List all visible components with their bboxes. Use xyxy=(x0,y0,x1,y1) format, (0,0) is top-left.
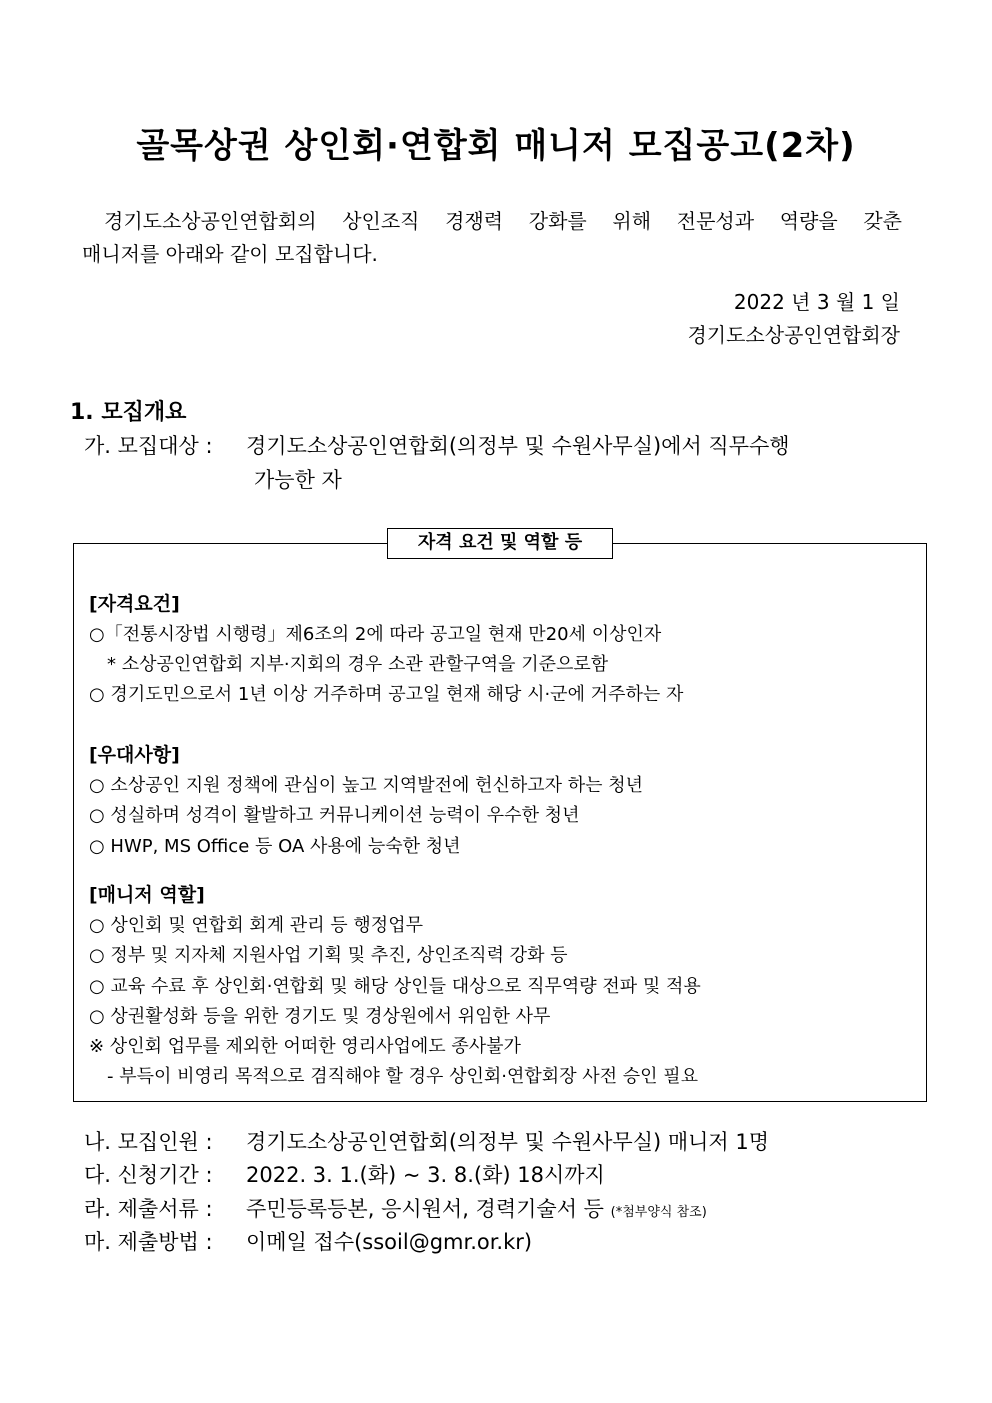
overview-item-headcount xyxy=(84,1126,769,1158)
page-title: 골목상권 상인회·연합회 매니저 모집공고(2차) xyxy=(136,126,856,166)
requirements-box-label: 자격 요건 및 역할 등 xyxy=(387,528,613,559)
intro-line-2: 매니저를 아래와 같이 모집합니다. xyxy=(82,242,378,266)
attachment-note: (*첨부양식 참조) xyxy=(610,1205,707,1220)
qualification-line: ○「전통시장법 시행령」제6조의 2에 따라 공고일 현재 만20세 이상인자 xyxy=(89,624,662,645)
role-line: ○ 교육 수료 후 상인회·연합회 및 해당 상인들 대상으로 직무역량 전파 및 적용 xyxy=(89,976,701,997)
preference-line: ○ 소상공인 지원 정책에 관심이 높고 지역발전에 헌신하고자 하는 청년 xyxy=(89,775,644,796)
item-label: 가. 모집대상 : xyxy=(84,434,213,458)
overview-item-period xyxy=(84,1159,605,1191)
item-text: 경기도소상공인연합회(의정부 및 수원사무실)에서 직무수행 xyxy=(246,434,790,458)
item-label: 다. 신청기간 : xyxy=(84,1163,213,1187)
role-line: ○ 정부 및 지자체 지원사업 기획 및 추진, 상인조직력 강화 등 xyxy=(89,945,568,966)
qualification-line: ○ 경기도민으로서 1년 이상 거주하며 공고일 현재 해당 시·군에 거주하는 자 xyxy=(89,684,684,705)
item-text: 주민등록등본, 응시원서, 경력기술서 등 xyxy=(246,1197,604,1221)
role-line: ※ 상인회 업무를 제외한 어떠한 영리사업에도 종사불가 xyxy=(89,1036,521,1057)
date-block xyxy=(687,286,900,352)
item-text: 이메일 접수(ssoil@gmr.or.kr) xyxy=(246,1230,533,1254)
preference-line: ○ HWP, MS Office 등 OA 사용에 능숙한 청년 xyxy=(89,836,461,857)
item-text-continued: 가능한 자 xyxy=(254,468,342,492)
section-title: 1. 모집개요 xyxy=(70,400,187,425)
preferences-heading: [우대사항] xyxy=(89,744,180,766)
item-label: 나. 모집인원 : xyxy=(84,1130,213,1154)
overview-item-target xyxy=(84,430,790,462)
item-label: 라. 제출서류 : xyxy=(84,1197,213,1221)
issuer-name: 경기도소상공인연합회장 xyxy=(687,323,900,347)
intro-paragraph xyxy=(82,205,902,271)
announcement-date: 2022 년 3 월 1 일 xyxy=(733,290,900,314)
role-line: ○ 상권활성화 등을 위한 경기도 및 경상원에서 위임한 사무 xyxy=(89,1006,551,1027)
overview-item-method xyxy=(84,1226,532,1258)
role-note: - 부득이 비영리 목적으로 겸직해야 할 경우 상인회·연합회장 사전 승인 필요 xyxy=(107,1066,699,1087)
qualifications-heading: [자격요건] xyxy=(89,593,180,615)
item-text: 경기도소상공인연합회(의정부 및 수원사무실) 매니저 1명 xyxy=(246,1130,770,1154)
overview-item-documents xyxy=(84,1193,707,1229)
qualification-note: * 소상공인연합회 지부·지회의 경우 소관 관할구역을 기준으로함 xyxy=(107,654,609,675)
preference-line: ○ 성실하며 성격이 활발하고 커뮤니케이션 능력이 우수한 청년 xyxy=(89,805,580,826)
roles-heading: [매니저 역할] xyxy=(89,884,205,906)
item-label: 마. 제출방법 : xyxy=(84,1230,213,1254)
intro-line-1: 경기도소상공인연합회의 상인조직 경쟁력 강화를 위해 전문성과 역량을 갖춘 xyxy=(104,209,902,233)
role-line: ○ 상인회 및 연합회 회계 관리 등 행정업무 xyxy=(89,915,423,936)
item-text: 2022. 3. 1.(화) ~ 3. 8.(화) 18시까지 xyxy=(246,1163,605,1187)
